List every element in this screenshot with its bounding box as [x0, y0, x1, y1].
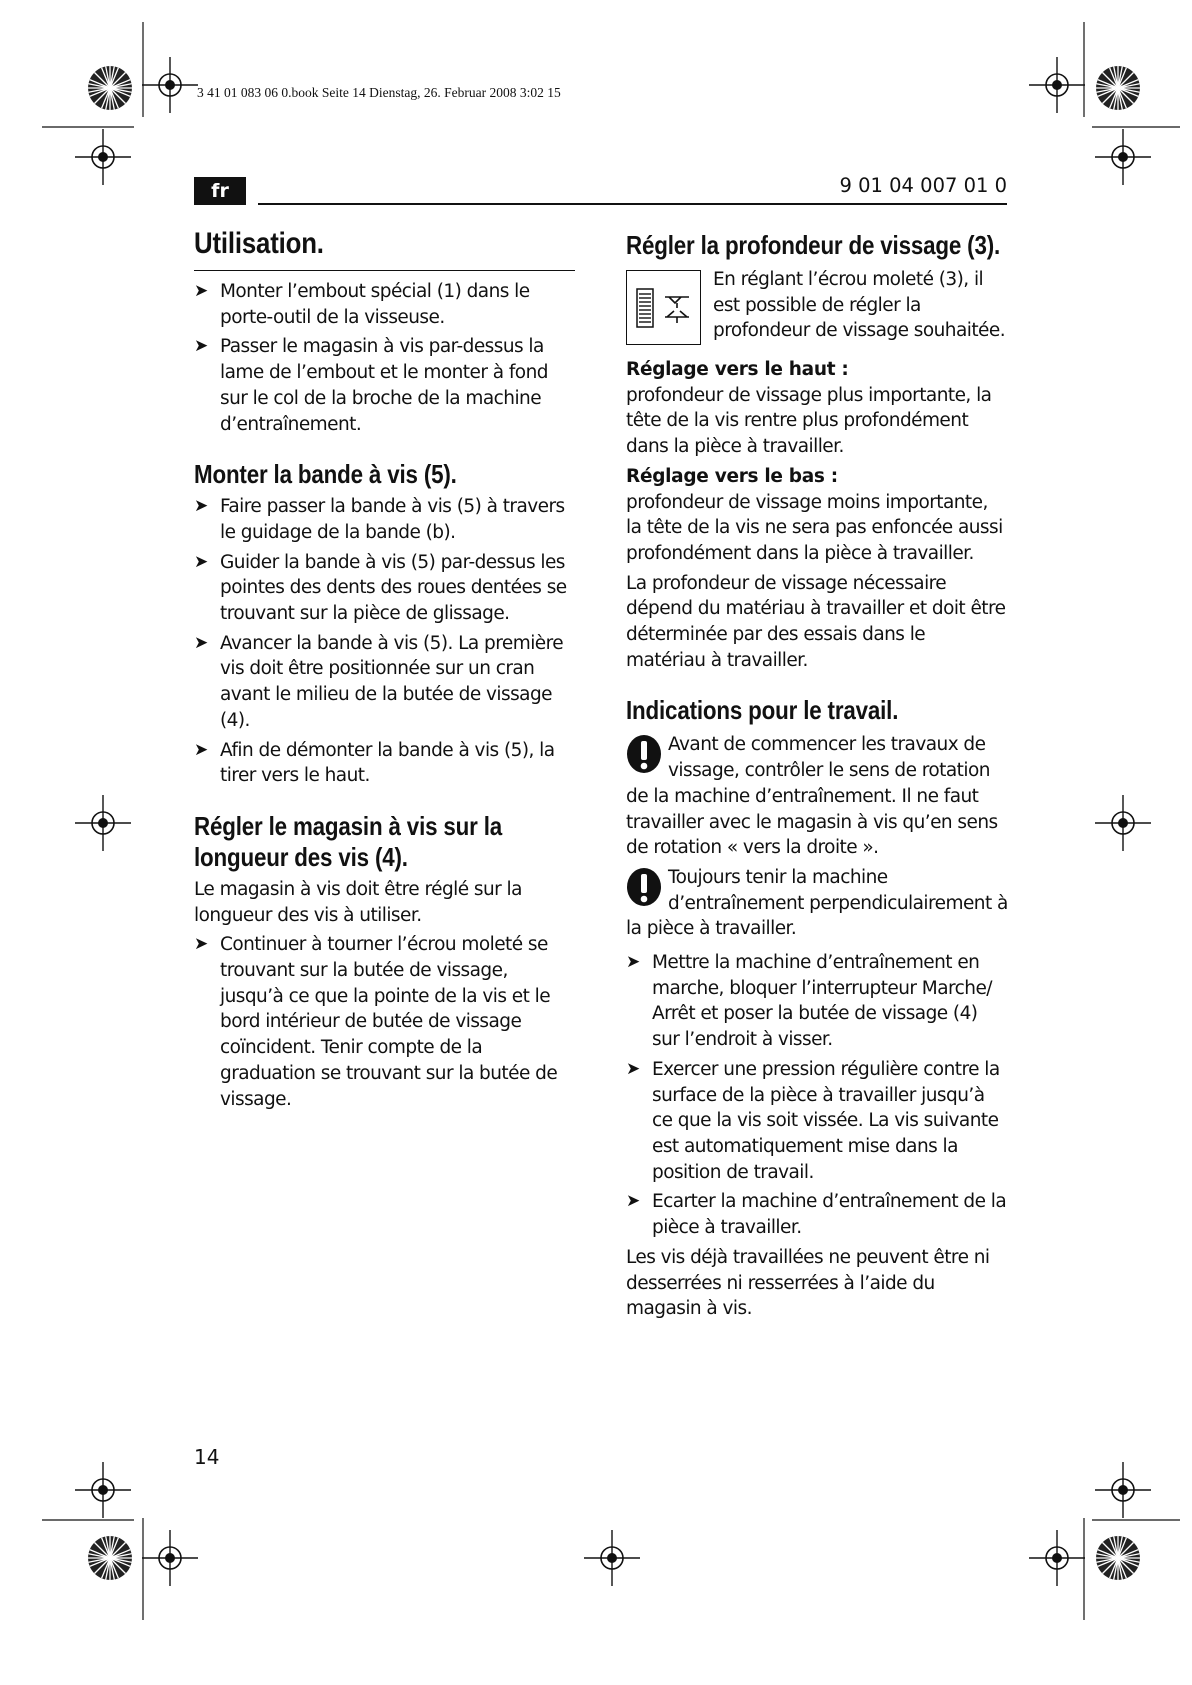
arrow-bullet-icon: ➤ [194, 336, 208, 357]
exclamation-icon [626, 867, 662, 907]
utilisation-list [194, 279, 575, 437]
arrow-bullet-icon: ➤ [194, 739, 208, 760]
registration-starburst-icon [1096, 66, 1140, 110]
arrow-bullet-icon: ➤ [194, 934, 208, 955]
list-item: ➤ Faire passer la bande à vis (5) à travers le guidage de la bande (b). [194, 496, 565, 543]
list-item: ➤ Monter l’embout spécial (1) dans le porte-outil de la visseuse. [194, 281, 530, 328]
list-item: ➤ Exercer une pression régulière contre la surface de la pièce à travailler jusqu’à ce que la vis soit vissée. La vis suivante est automatiquement mise dans la position de travail. [626, 1058, 1000, 1183]
arrow-bullet-icon: ➤ [194, 551, 208, 572]
magasin-list [194, 932, 575, 1112]
list-item: ➤ Passer le magasin à vis par-dessus la lame de l’embout et le monter à fond sur le col de la broche de la machine d’entraînement. [194, 336, 548, 435]
section-title-indications: Indications pour le travail. [626, 695, 899, 726]
language-tab: fr [194, 177, 246, 205]
magasin-intro: Le magasin à vis doit être réglé sur la longueur des vis à utiliser. [194, 878, 522, 926]
reglage-haut-label: Réglage vers le haut : [626, 359, 849, 380]
depth-adjust-icon [626, 270, 701, 345]
profondeur-outro: La profondeur de vissage nécessaire dépend du matériau à travailler et doit être déterminée par des essais dans le matériau à travailler. [626, 572, 1006, 671]
arrow-bullet-icon: ➤ [626, 952, 640, 973]
page-number: 14 [194, 1445, 220, 1469]
registration-starburst-icon [88, 66, 132, 110]
reglage-bas-text: profondeur de vissage moins importante, la tête de la vis ne sera pas enfoncée aussi profondément dans la pièce à travailler. [626, 491, 1003, 564]
list-item: ➤ Avancer la bande à vis (5). La première vis doit être positionnée sur un cran avant le milieu de la butée de vissage (4). [194, 632, 564, 731]
section-title-bande: Monter la bande à vis (5). [194, 459, 457, 490]
exclamation-icon [626, 734, 662, 774]
reglage-bas-label: Réglage vers le bas : [626, 465, 838, 487]
print-info-line: 3 41 01 083 06 0.book Seite 14 Dienstag, 26. Februar 2008 3:02 15 [197, 85, 561, 100]
left-column [194, 225, 575, 1116]
document-number: 9 01 04 007 01 0 [839, 174, 1007, 197]
section-title-magasin-line2: longueur des vis (4). [194, 841, 408, 872]
warning-note-rotation: Avant de commencer les travaux de vissage, contrôler le sens de rotation de la machine d’entraînement. Il ne faut travailler avec le magasin à vis qu’en sens de rotation « vers la droite ». [626, 734, 998, 859]
list-item: ➤ Continuer à tourner l’écrou moleté se trouvant sur la butée de vissage, jusqu’à ce que la pointe de la vis et le bord intérieur de butée de vissage coïncident. Tenir compte de la graduation se trouvant sur la butée de vissage. [194, 934, 558, 1110]
profondeur-intro: En réglant l’écrou moleté (3), il est possible de régler la profondeur de vissage souhaitée. [713, 269, 1006, 342]
header-rule [258, 203, 1007, 205]
right-column [626, 225, 1008, 1326]
bande-list [194, 494, 575, 789]
list-item: ➤ Ecarter la machine d’entraînement de la pièce à travailler. [626, 1191, 1007, 1239]
registration-starburst-icon [88, 1536, 132, 1580]
reglage-haut-text: profondeur de vissage plus importante, la tête de la vis rentre plus profondément dans la pièce à travailler. [626, 384, 992, 458]
arrow-bullet-icon: ➤ [194, 632, 208, 653]
registration-starburst-icon [1096, 1536, 1140, 1580]
list-item: ➤ Mettre la machine d’entraînement en marche, bloquer l’interrupteur Marche/ Arrêt et poser la butée de vissage (4) sur l’endroit à visser. [626, 952, 992, 1051]
section-title-magasin: Régler le magasin à vis sur la [194, 810, 503, 841]
section-title-profondeur: Régler la profondeur de vissage (3). [626, 230, 1001, 260]
indications-list [626, 950, 1008, 1241]
section-title-utilisation: Utilisation. [194, 225, 575, 271]
arrow-bullet-icon: ➤ [194, 281, 208, 301]
arrow-bullet-icon: ➤ [626, 1191, 640, 1212]
warning-note-perpendicular: Toujours tenir la machine d’entraînement perpendiculairement à la pièce à travailler. [626, 866, 1008, 940]
list-item: ➤ Guider la bande à vis (5) par-dessus les pointes des dents des roues dentées se trouvant sur la pièce de glissage. [194, 551, 567, 625]
indications-outro: Les vis déjà travaillées ne peuvent être ni desserrées ni resserrées à l’aide du magasin à vis. [626, 1246, 990, 1320]
list-item: ➤ Afin de démonter la bande à vis (5), la tirer vers le haut. [194, 739, 555, 787]
arrow-bullet-icon: ➤ [194, 496, 208, 517]
arrow-bullet-icon: ➤ [626, 1058, 640, 1079]
